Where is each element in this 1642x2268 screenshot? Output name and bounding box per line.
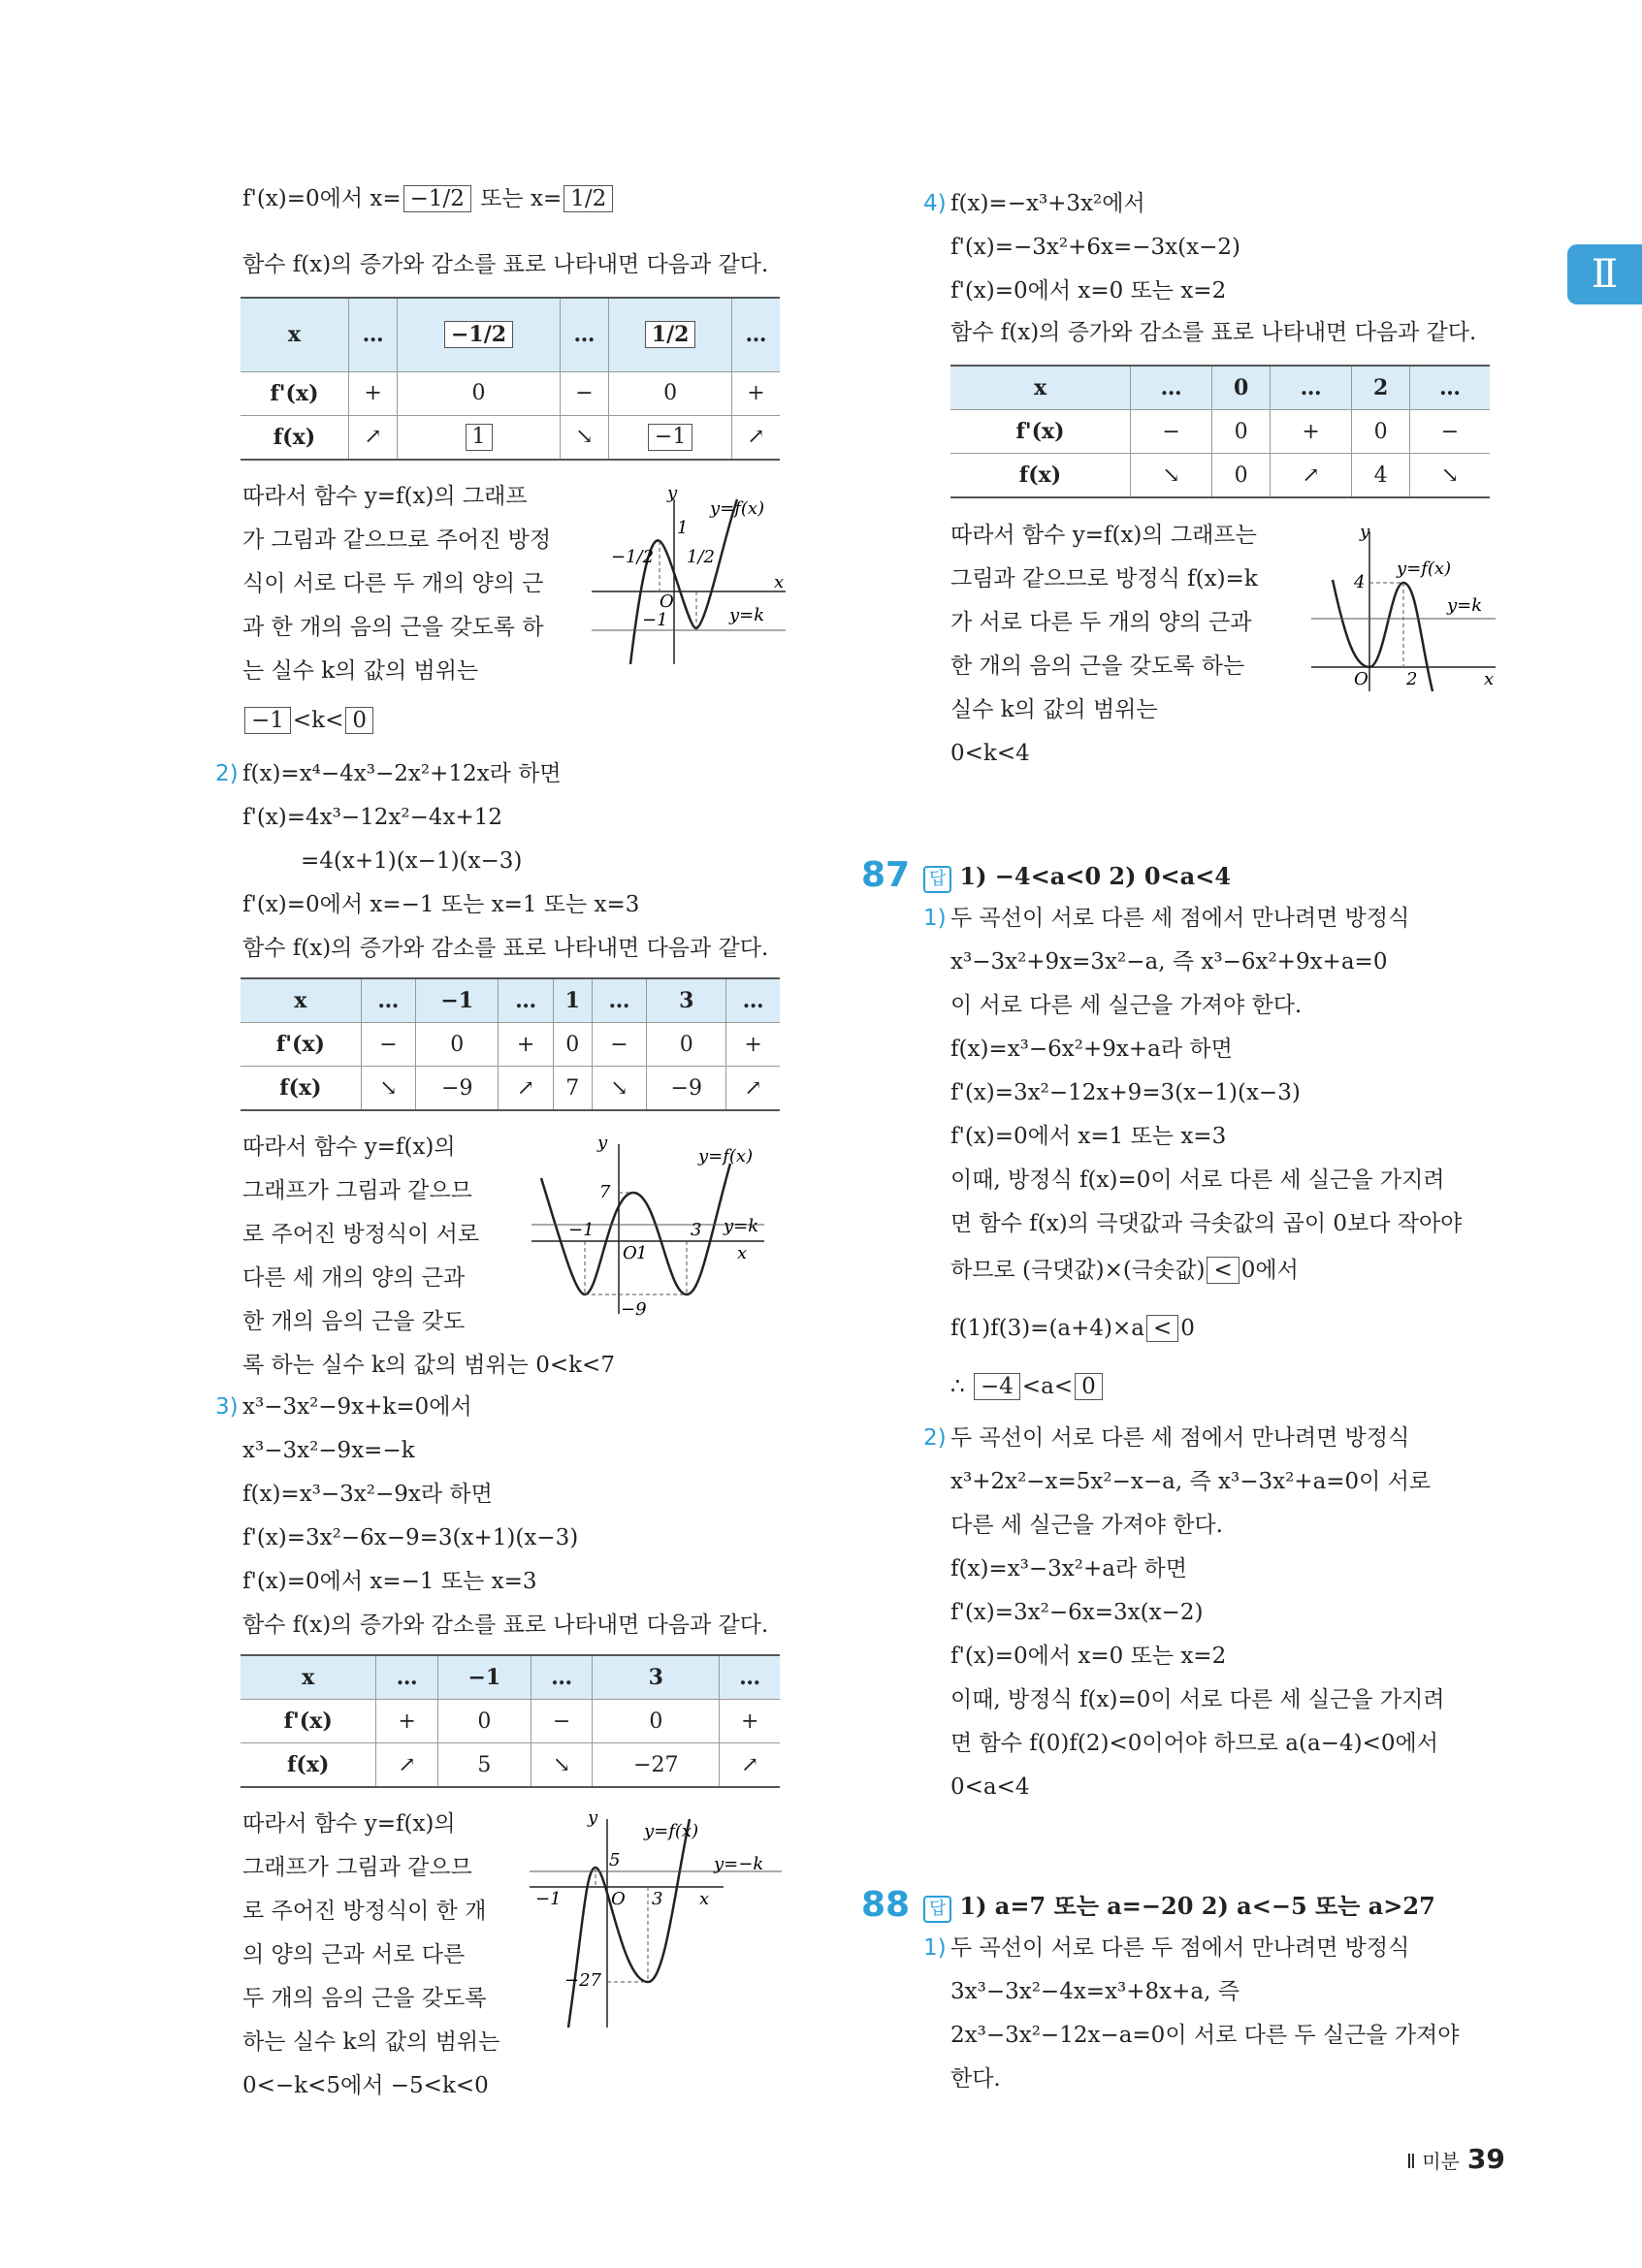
cell: …	[348, 298, 398, 371]
cell: −9	[647, 1067, 726, 1111]
cell: …	[1131, 366, 1212, 410]
text-line: f'(x)=4x³−12x²−4x+12	[242, 805, 502, 830]
text-line: 두 곡선이 서로 다른 두 점에서 만나려면 방정식	[950, 1935, 1410, 1961]
cell: 0	[1212, 410, 1271, 454]
subproblem-number: 4)	[923, 191, 947, 216]
tick-label: −27	[564, 1970, 601, 1991]
text-line: 다른 세 실근을 가져야 한다.	[950, 1513, 1223, 1538]
problem-number-87: 87	[861, 855, 911, 895]
cell: 0	[437, 1700, 531, 1743]
text-line: 한다.	[950, 2066, 1001, 2092]
cell: ↘	[560, 415, 609, 460]
cell: −9	[416, 1067, 499, 1111]
text-line: 그래프가 그림과 같으므	[242, 1178, 472, 1203]
text-line: f(x)=x³−3x²+a라 하면	[950, 1556, 1187, 1581]
graph-4	[1311, 522, 1505, 696]
text-line: 면 함수 f(x)의 극댓값과 극솟값의 곱이 0보다 작아야	[950, 1211, 1463, 1236]
cell	[398, 415, 560, 460]
curve	[1333, 580, 1433, 691]
answer-box: <	[1207, 1257, 1239, 1284]
cell: +	[499, 1023, 553, 1067]
cell: …	[720, 1655, 780, 1700]
text-line: 한 개의 음의 근을 갖도록 하는	[950, 654, 1245, 679]
cell: −1	[437, 1655, 531, 1700]
answer-box: 0	[1075, 1373, 1103, 1400]
cell: 1	[553, 978, 592, 1023]
cell: ↗	[1271, 454, 1352, 498]
cell: +	[348, 371, 398, 415]
cell: −	[531, 1700, 593, 1743]
text-line: 가 그림과 같으므로 주어진 방정	[242, 527, 552, 553]
tick-label: 1/2	[687, 547, 715, 567]
tick-label: 3	[652, 1889, 663, 1909]
cell: …	[499, 978, 553, 1023]
k-label: y=k	[1447, 595, 1483, 616]
text-line: 과 한 개의 음의 근을 갖도록 하	[242, 615, 544, 640]
text-line: x³−3x²−9x=−k	[242, 1438, 415, 1463]
cell: 0	[647, 1023, 726, 1067]
text-line: 함수 f(x)의 증가와 감소를 표로 나타내면 다음과 같다.	[242, 936, 769, 961]
cell: f(x)	[950, 454, 1131, 498]
cell: …	[376, 1655, 438, 1700]
cell: f'(x)	[241, 371, 348, 415]
cell: −1	[416, 978, 499, 1023]
cell: f(x)	[241, 1067, 361, 1111]
x-label: x	[1484, 669, 1495, 689]
text-line: f'(x)=3x²−6x−9=3(x+1)(x−3)	[242, 1525, 579, 1550]
text-line: f(x)=x⁴−4x³−2x²+12x라 하면	[242, 761, 562, 786]
tick-label: −1	[535, 1889, 562, 1909]
text-line: 두 개의 음의 근을 갖도록	[242, 1986, 487, 2011]
footer-section: Ⅱ 미분	[1406, 2150, 1460, 2173]
answer-box: 1/2	[645, 321, 696, 348]
y-label: y	[667, 485, 678, 503]
text-line: x³−3x²−9x+k=0에서	[242, 1394, 472, 1420]
k-label: y=−k	[714, 1854, 764, 1874]
cell: …	[361, 978, 415, 1023]
cell: −	[1131, 410, 1212, 454]
cell: 3	[647, 978, 726, 1023]
text: f'(x)=0에서 x=	[242, 186, 402, 211]
cell: …	[531, 1655, 593, 1700]
cell: 7	[553, 1067, 592, 1111]
table-intro: 함수 f(x)의 증가와 감소를 표로 나타내면 다음과 같다.	[242, 252, 769, 277]
cell: ↘	[361, 1067, 415, 1111]
answer-tag: 답	[923, 1896, 951, 1923]
subproblem-number: 2)	[923, 1425, 947, 1451]
cell	[609, 415, 732, 460]
cell: −	[361, 1023, 415, 1067]
cell: 5	[437, 1743, 531, 1788]
cell: …	[560, 298, 609, 371]
text: 하므로 (극댓값)×(극솟값)	[950, 1258, 1206, 1283]
text-line: 다른 세 개의 양의 근과	[242, 1265, 466, 1291]
text-line: 그림과 같으므로 방정식 f(x)=k	[950, 566, 1258, 591]
tick-label: −1	[568, 1220, 595, 1240]
text: <k<	[292, 708, 344, 733]
cell: 0	[553, 1023, 592, 1067]
text-line: 면 함수 f(0)f(2)<0이어야 하므로 a(a−4)<0에서	[950, 1731, 1438, 1756]
cell: −	[1410, 410, 1490, 454]
tick-label: 5	[609, 1850, 621, 1870]
cell: ↘	[592, 1067, 646, 1111]
origin-label: O	[1354, 669, 1368, 689]
k-label: y=k	[729, 605, 765, 625]
x-label: x	[737, 1243, 748, 1263]
subproblem-number: 2)	[215, 761, 239, 786]
cell: −27	[593, 1743, 720, 1788]
cell: …	[732, 298, 781, 371]
cell: f'(x)	[241, 1700, 376, 1743]
cell: …	[1410, 366, 1490, 410]
cell: f(x)	[241, 1743, 376, 1788]
text-line: f'(x)=−3x²+6x=−3x(x−2)	[950, 235, 1240, 260]
cell: x	[241, 1655, 376, 1700]
tick-label: 1	[677, 518, 689, 538]
cell: 0	[1212, 366, 1271, 410]
text-line: 2x³−3x²−12x−a=0이 서로 다른 두 실근을 가져야	[950, 2023, 1460, 2048]
graph-1	[592, 485, 795, 669]
text-line: f'(x)=0에서 x=0 또는 x=2	[950, 1644, 1227, 1669]
cell	[609, 298, 732, 371]
cell: +	[376, 1700, 438, 1743]
tick-label: 3	[691, 1220, 702, 1240]
text-line: f(x)=x³−3x²−9x라 하면	[242, 1482, 493, 1507]
cell: 2	[1352, 366, 1410, 410]
cell: f(x)	[241, 415, 348, 460]
cell: ↘	[1131, 454, 1212, 498]
cell: …	[726, 978, 780, 1023]
answer-text: 1) a=7 또는 a=−20 2) a<−5 또는 a>27	[959, 1892, 1435, 1920]
origin-label: O	[660, 591, 674, 612]
cell: ↗	[499, 1067, 553, 1111]
k-label: y=k	[724, 1216, 759, 1236]
cell: ↗	[726, 1067, 780, 1111]
y-label: y	[597, 1134, 608, 1153]
fn-label: y=f(x)	[644, 1821, 699, 1841]
text: 0에서	[1240, 1258, 1299, 1283]
answer-box: 1	[466, 424, 493, 451]
fn-label: y=f(x)	[1397, 559, 1452, 579]
subproblem-number: 1)	[923, 906, 947, 931]
cell: x	[950, 366, 1131, 410]
answer-text: 1) −4<a<0 2) 0<a<4	[959, 862, 1232, 890]
text-line: 그래프가 그림과 같으므	[242, 1855, 472, 1880]
text-line	[950, 1372, 1105, 1401]
text-line: 두 곡선이 서로 다른 세 점에서 만나려면 방정식	[950, 906, 1410, 931]
answer-box: <	[1146, 1315, 1178, 1342]
cell: 0	[416, 1023, 499, 1067]
cell: +	[732, 371, 781, 415]
text-line: 실수 k의 값의 범위는	[950, 697, 1158, 722]
text-line	[950, 1256, 1299, 1285]
text-line: 가 서로 다른 두 개의 양의 근과	[950, 610, 1252, 635]
curve	[568, 1819, 690, 2028]
cell: −	[560, 371, 609, 415]
cell: −	[592, 1023, 646, 1067]
y-label: y	[588, 1809, 598, 1828]
page-number: 39	[1466, 2143, 1505, 2175]
text: 또는 x=	[472, 186, 563, 211]
text-line	[950, 1314, 1195, 1343]
text-line: 이 서로 다른 세 실근을 가져야 한다.	[950, 993, 1303, 1018]
text-line: 0<k<4	[950, 741, 1030, 766]
text-line: f'(x)=3x²−6x=3x(x−2)	[950, 1600, 1204, 1625]
graph-3	[530, 1809, 791, 2032]
cell: x	[241, 978, 361, 1023]
answer-box: −4	[974, 1373, 1020, 1400]
text-line: 0<−k<5에서 −5<k<0	[242, 2073, 489, 2098]
page-footer	[1406, 2143, 1505, 2175]
cell: f'(x)	[950, 410, 1131, 454]
tick-label: 7	[599, 1182, 611, 1202]
text-line: x³+2x²−x=5x²−x−a, 즉 x³−3x²+a=0이 서로	[950, 1469, 1432, 1494]
origin-label: O	[611, 1889, 626, 1909]
cell: +	[1271, 410, 1352, 454]
answer-box: −1	[648, 424, 692, 451]
text-line: f'(x)=3x²−12x+9=3(x−1)(x−3)	[950, 1080, 1301, 1105]
cell: f'(x)	[241, 1023, 361, 1067]
text: 0	[1180, 1316, 1195, 1341]
origin-label: O	[623, 1243, 637, 1263]
text-line: =4(x+1)(x−1)(x−3)	[301, 848, 523, 874]
text-line: f(x)=x³−6x²+9x+a라 하면	[950, 1037, 1233, 1062]
text-line: 이때, 방정식 f(x)=0이 서로 다른 세 실근을 가지려	[950, 1687, 1445, 1712]
text-line: 3x³−3x²−4x=x³+8x+a, 즉	[950, 1979, 1240, 2004]
text: ∴	[950, 1374, 972, 1399]
cell: ↘	[531, 1743, 593, 1788]
cell: 0	[1352, 410, 1410, 454]
text-line: 따라서 함수 y=f(x)의 그래프	[242, 484, 528, 509]
cell: 0	[1212, 454, 1271, 498]
cell: …	[592, 978, 646, 1023]
tick-label: 2	[1406, 669, 1418, 689]
x-label: x	[699, 1889, 710, 1909]
cell: ↗	[732, 415, 781, 460]
answer-88	[923, 1891, 1435, 1923]
text-line: 로 주어진 방정식이 한 개	[242, 1899, 487, 1924]
cell: 3	[593, 1655, 720, 1700]
tick-label: −9	[621, 1299, 647, 1320]
text-line: x³−3x²+9x=3x²−a, 즉 x³−6x²+9x+a=0	[950, 949, 1388, 974]
answer-box: −1/2	[403, 185, 471, 212]
text-line: 함수 f(x)의 증가와 감소를 표로 나타내면 다음과 같다.	[242, 1613, 769, 1638]
text-line: 로 주어진 방정식이 서로	[242, 1222, 480, 1247]
text-line: 한 개의 음의 근을 갖도	[242, 1309, 466, 1334]
text-line: 따라서 함수 y=f(x)의	[242, 1811, 456, 1837]
cell: ↗	[376, 1743, 438, 1788]
cell: 0	[609, 371, 732, 415]
text: <a<	[1021, 1374, 1074, 1399]
tick-label: −1/2	[611, 547, 655, 567]
subproblem-number: 1)	[923, 1935, 947, 1961]
subproblem-number: 3)	[215, 1394, 239, 1420]
text-line: 록 하는 실수 k의 값의 범위는 0<k<7	[242, 1353, 615, 1378]
graph-2	[531, 1134, 784, 1328]
text-line: 이때, 방정식 f(x)=0이 서로 다른 세 실근을 가지려	[950, 1167, 1445, 1193]
answer-box: 1/2	[563, 185, 613, 212]
variation-table-1	[241, 297, 780, 461]
answer-box: 0	[345, 707, 373, 734]
text-line: 0<a<4	[950, 1774, 1030, 1800]
cell: x	[241, 298, 348, 371]
answer-box: −1	[244, 707, 291, 734]
cell: ↗	[720, 1743, 780, 1788]
answer-box: −1/2	[444, 321, 513, 348]
text: f(1)f(3)=(a+4)×a	[950, 1316, 1145, 1341]
y-label: y	[1360, 522, 1370, 542]
tick-label: −1	[642, 610, 668, 630]
answer-87	[923, 861, 1231, 893]
text-line: 식이 서로 다른 두 개의 양의 근	[242, 571, 544, 596]
range-1	[242, 706, 375, 735]
fn-label: y=f(x)	[698, 1146, 754, 1166]
cell: ↗	[348, 415, 398, 460]
tick-label: 1	[636, 1243, 648, 1263]
text-line: f'(x)=0에서 x=−1 또는 x=3	[242, 1569, 537, 1594]
fn-label: y=f(x)	[710, 498, 765, 519]
variation-table-2	[241, 977, 780, 1111]
cell: 4	[1352, 454, 1410, 498]
text-line: f'(x)=0에서 x=−1 또는 x=1 또는 x=3	[242, 892, 640, 917]
text-line: 따라서 함수 y=f(x)의	[242, 1134, 456, 1160]
cell: 0	[593, 1700, 720, 1743]
text-line: 함수 f(x)의 증가와 감소를 표로 나타내면 다음과 같다.	[950, 320, 1477, 345]
variation-table-3	[241, 1654, 780, 1788]
problem-number-88: 88	[861, 1885, 911, 1925]
critical-points-line	[242, 184, 615, 213]
text-line: 의 양의 근과 서로 다른	[242, 1942, 466, 1967]
tick-label: 4	[1354, 572, 1366, 592]
text-line: f(x)=−x³+3x²에서	[950, 191, 1145, 216]
answer-tag: 답	[923, 866, 951, 893]
cell	[398, 298, 560, 371]
cell: 0	[398, 371, 560, 415]
x-label: x	[774, 572, 785, 592]
cell: ↘	[1410, 454, 1490, 498]
text-line: 하는 실수 k의 값의 범위는	[242, 2029, 500, 2055]
variation-table-4	[950, 365, 1490, 498]
chapter-tab: Ⅱ	[1567, 244, 1642, 304]
cell: +	[720, 1700, 780, 1743]
cell: …	[1271, 366, 1352, 410]
cell: +	[726, 1023, 780, 1067]
text-line: f'(x)=0에서 x=0 또는 x=2	[950, 278, 1227, 303]
text-line: 두 곡선이 서로 다른 세 점에서 만나려면 방정식	[950, 1425, 1410, 1451]
text-line: 따라서 함수 y=f(x)의 그래프는	[950, 523, 1257, 548]
text-line: 는 실수 k의 값의 범위는	[242, 658, 479, 684]
text-line: f'(x)=0에서 x=1 또는 x=3	[950, 1124, 1227, 1149]
